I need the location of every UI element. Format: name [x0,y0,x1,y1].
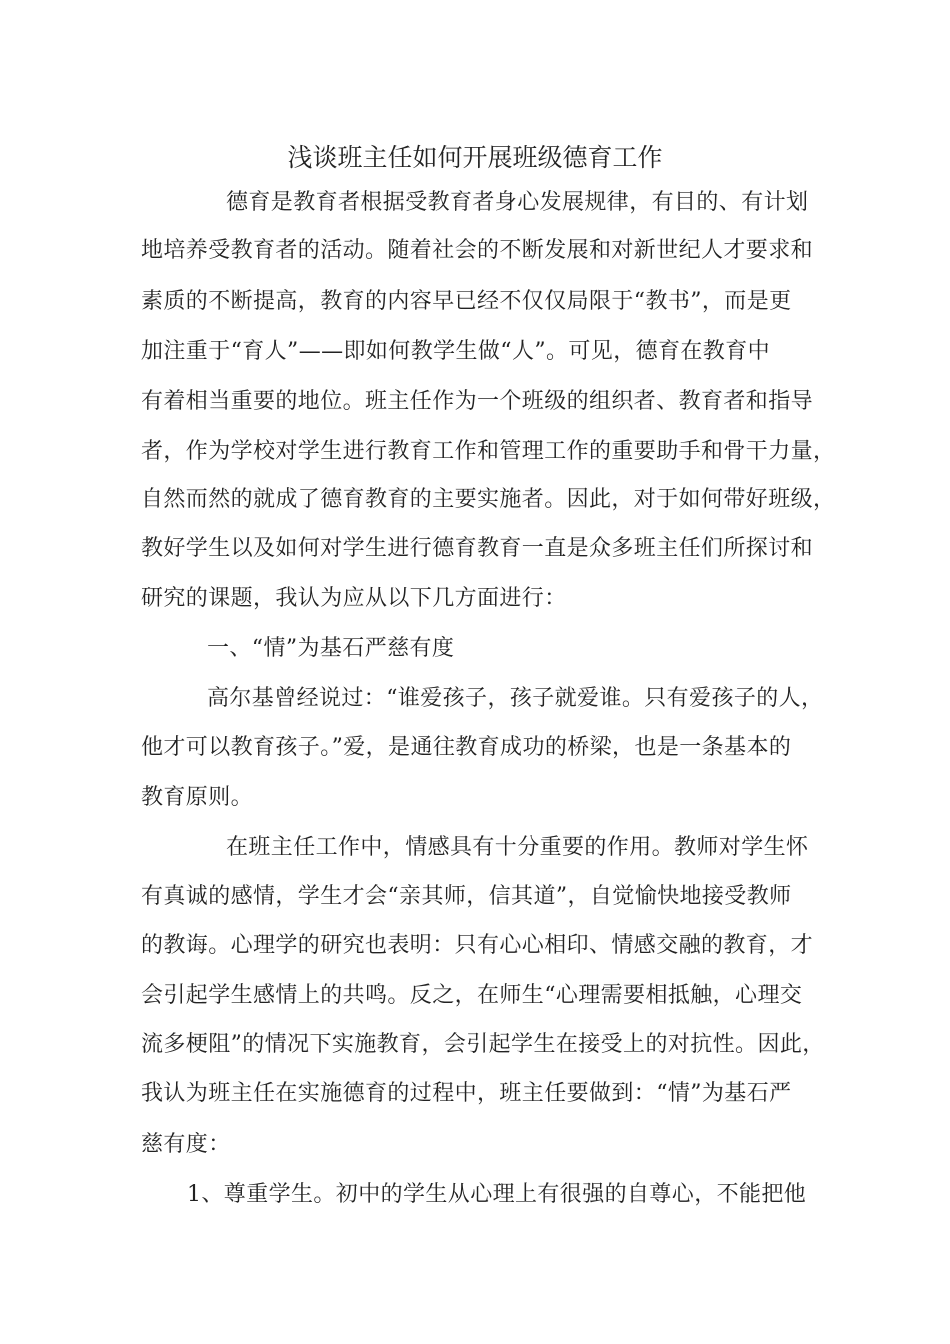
paragraph-line: 有真诚的感情，学生才会“亲其师，信其道”，自觉愉快地接受教师 [141,884,792,909]
list-item: 1、尊重学生。初中的学生从心理上有很强的自尊心，不能把他 [187,1182,807,1207]
paragraph-line: 地培养受教育者的活动。随着社会的不断发展和对新世纪人才要求和 [141,238,814,263]
paragraph-line: 教育原则。 [141,785,254,810]
paragraph-line: 者，作为学校对学生进行教育工作和管理工作的重要助手和骨干力量， [141,439,836,464]
paragraph-line: 我认为班主任在实施德育的过程中，班主任要做到：“情”为基石严 [141,1081,792,1106]
paragraph-line: 加注重于“育人”——即如何教学生做“人”。可见，德育在教育中 [141,339,770,364]
section-heading: 一、“情”为基石严慈有度 [207,636,455,661]
paragraph-line: 有着相当重要的地位。班主任作为一个班级的组织者、教育者和指导 [141,389,814,414]
paragraph-line: 的教诲。心理学的研究也表明：只有心心相印、情感交融的教育，才 [141,933,814,958]
paragraph-line: 自然而然的就成了德育教育的主要实施者。因此，对于如何带好班级， [141,487,836,512]
paragraph-line: 教好学生以及如何对学生进行德育教育一直是众多班主任们所探讨和 [141,536,814,561]
paragraph-line: 素质的不断提高，教育的内容早已经不仅仅局限于“教书”，而是更 [141,289,792,314]
paragraph-line: 研究的课题，我认为应从以下几方面进行： [141,586,567,611]
paragraph-line: 高尔基曾经说过：“谁爱孩子，孩子就爱谁。只有爱孩子的人， [207,686,824,711]
document-title: 浅谈班主任如何开展班级德育工作 [287,143,663,172]
paragraph-line: 德育是教育者根据受教育者身心发展规律，有目的、有计划 [226,190,809,215]
paragraph-line: 会引起学生感情上的共鸣。反之，在师生“心理需要相抵触，心理交 [141,983,803,1008]
paragraph-line: 他才可以教育孩子。”爱，是通往教育成功的桥梁，也是一条基本的 [141,735,792,760]
paragraph-line: 慈有度： [141,1132,231,1157]
paragraph-line: 流多梗阻”的情况下实施教育，会引起学生在接受上的对抗性。因此， [141,1032,825,1057]
paragraph-line: 在班主任工作中，情感具有十分重要的作用。教师对学生怀 [226,835,809,860]
